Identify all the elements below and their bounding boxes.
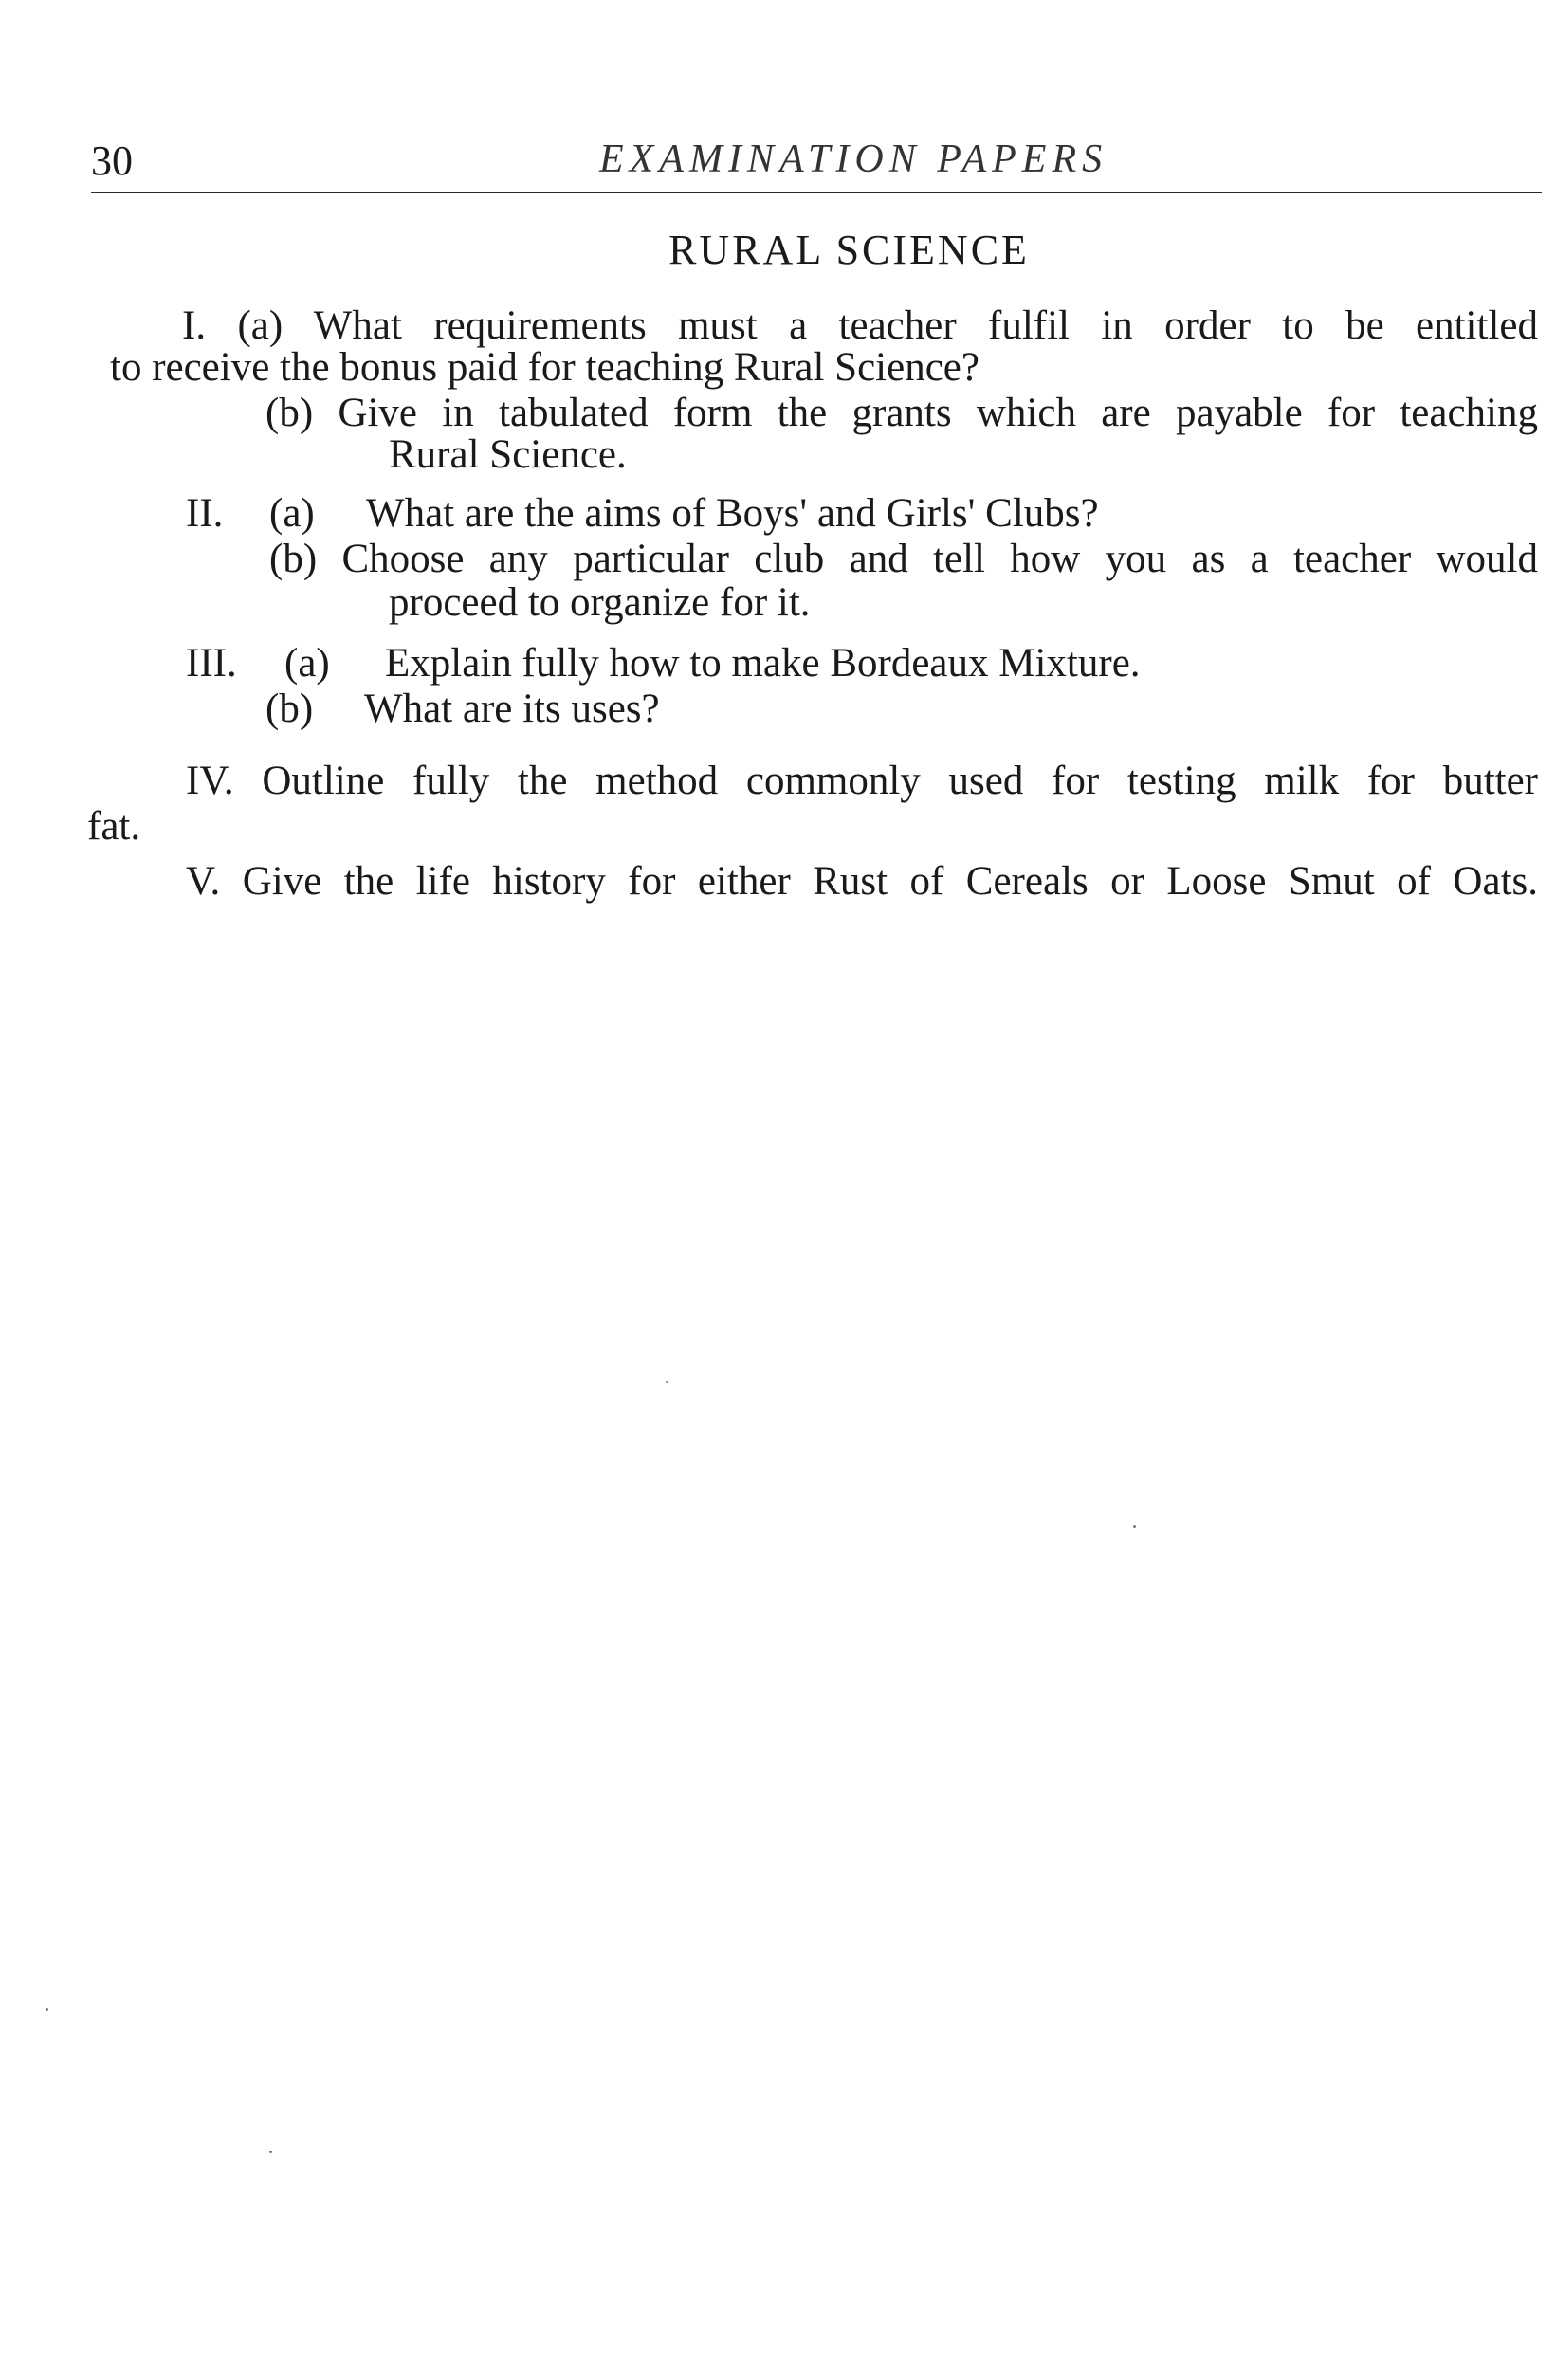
question-4-line-2: fat. (87, 804, 141, 849)
question-4-line-1 (186, 759, 1538, 804)
question-text: What are the aims of Boys' and Girls' Clubs? (366, 491, 1099, 536)
question-number: V. (186, 859, 221, 904)
question-text: Choose any particular club and tell how you as a teacher would (341, 537, 1538, 581)
question-text: Explain fully how to make Bordeaux Mixture. (385, 641, 1141, 686)
question-text: What are its uses? (364, 687, 660, 731)
question-2b-line-1 (269, 537, 1538, 582)
part-label: (b) (265, 687, 314, 731)
scan-speck (46, 2008, 48, 2011)
scan-speck (1133, 1525, 1136, 1528)
scan-speck (666, 1381, 668, 1383)
question-1a-line-2: to receive the bonus paid for teaching Rural Science? (110, 345, 979, 390)
question-text: Give the life history for either Rust of Cereals or Loose Smut of Oats. (242, 859, 1538, 904)
part-label: (b) (265, 391, 314, 435)
part-label: (a) (237, 303, 284, 348)
question-text: Outline fully the method commonly used for testing milk for butter (262, 759, 1538, 803)
question-number: III. (186, 641, 237, 686)
question-number: I. (182, 303, 207, 348)
question-2b-line-2: proceed to organize for it. (389, 580, 811, 625)
question-3a-line-1 (186, 641, 1141, 687)
question-1b-line-2: Rural Science. (389, 432, 627, 477)
running-head: EXAMINATION PAPERS (599, 137, 1108, 181)
part-label: (b) (269, 537, 318, 581)
question-number: II. (186, 491, 224, 536)
scan-speck (269, 2151, 272, 2153)
question-2a-line-1 (186, 491, 1099, 537)
page-header (91, 133, 1542, 193)
question-number: IV. (186, 759, 234, 803)
part-label: (a) (284, 641, 330, 686)
part-label: (a) (269, 491, 315, 536)
question-1a-line-1 (182, 303, 1538, 349)
question-text: Give in tabulated form the grants which are payable for teaching (338, 391, 1539, 435)
question-1b-line-1 (265, 391, 1538, 436)
question-text: What requirements must a teacher fulfil in order to be entitled (313, 303, 1538, 348)
page-number: 30 (91, 137, 133, 184)
question-5-line-1 (186, 859, 1538, 905)
section-title: RURAL SCIENCE (668, 227, 1030, 273)
question-3b-line-1 (265, 687, 660, 732)
